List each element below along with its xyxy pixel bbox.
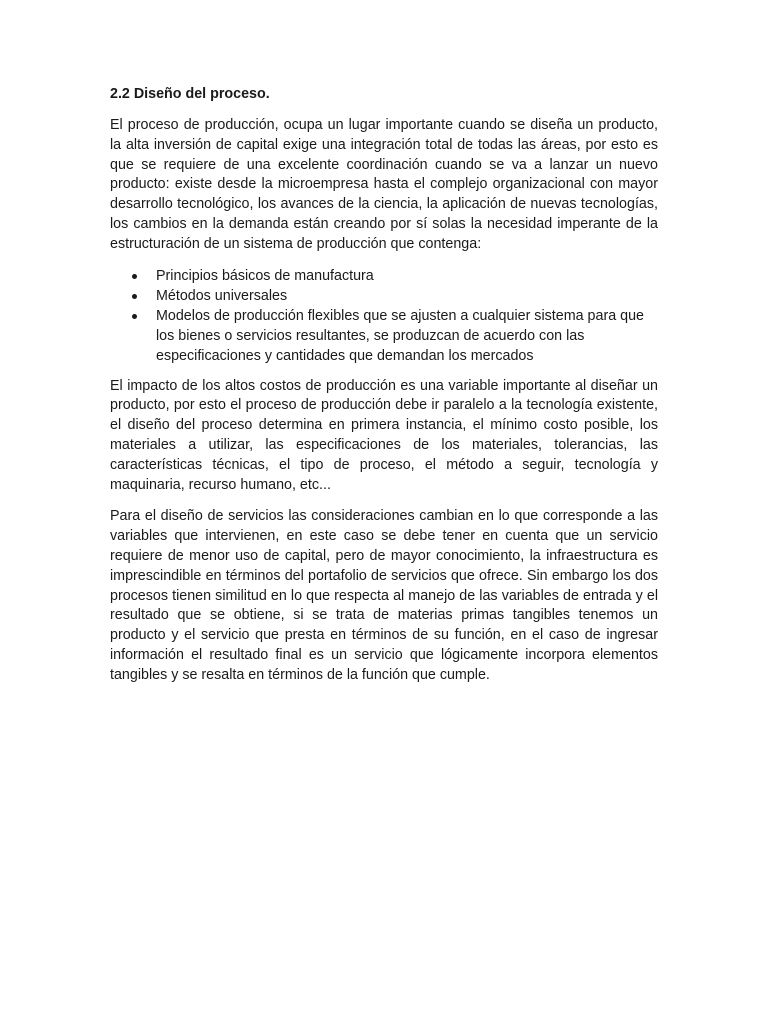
bullet-item (110, 307, 658, 366)
paragraph-intro: El proceso de producción, ocupa un lugar importante cuando se diseña un producto, la alta inversión de capital exige una integración total de todas las áreas, por esto es que se requiere de una excelente coordinación cuando se va a lanzar un nuevo producto: existe desde la microempresa hasta el complejo organizacional con mayor desarrollo tecnológico, los avances de la ciencia, la aplicación de nuevas tecnologías, los cambios en la demanda están creando por sí solas la necesidad imperante de la estructuración de un sistema de producción que contenga: (110, 117, 658, 252)
paragraph-services: Para el diseño de servicios las consideraciones cambian en lo que corresponde a las variables que intervienen, en este caso se debe tener en cuenta que un servicio requiere de menor uso de capital, pero de mayor conocimiento, la infraestructura es imprescindible en términos del portafolio de servicios que ofrece. Sin embargo los dos procesos tienen similitud en lo que respecta al manejo de las variables de entrada y el resultado que se obtiene, si se trata de materias primas tangibles tenemos un producto y el servicio que presta en términos de su función, en el caso de ingresar información el resultado final es un servicio que lógicamente incorpora elementos tangibles y se resalta en términos de la función que cumple. (110, 508, 658, 683)
section-heading: 2.2 Diseño del proceso. (110, 86, 270, 102)
bullet-text: Principios básicos de manufactura (156, 267, 374, 284)
bullet-item (110, 267, 658, 287)
bullet-item (110, 287, 658, 307)
bullet-text: Métodos universales (156, 287, 288, 304)
bullet-dot-icon (132, 314, 137, 319)
bullet-dot-icon (132, 294, 137, 299)
bullet-text: Modelos de producción flexibles que se ajusten a cualquier sistema para que los bienes o servicios resultantes, se produzcan de acuerdo con las especificaciones y cantidades que demandan los mercados (156, 308, 644, 364)
bullet-list (110, 267, 658, 367)
paragraph-costs: El impacto de los altos costos de producción es una variable importante al diseñar un producto, por esto el proceso de producción debe ir paralelo a la tecnología existente, el diseño del proceso determina en primera instancia, el mínimo costo posible, los materiales a utilizar, las especificaciones de los materiales, tolerancias, las características técnicas, el tipo de proceso, el método a seguir, tecnología y maquinaria, recurso humano, etc... (110, 377, 658, 493)
document-page (110, 84, 658, 698)
bullet-dot-icon (132, 274, 137, 279)
